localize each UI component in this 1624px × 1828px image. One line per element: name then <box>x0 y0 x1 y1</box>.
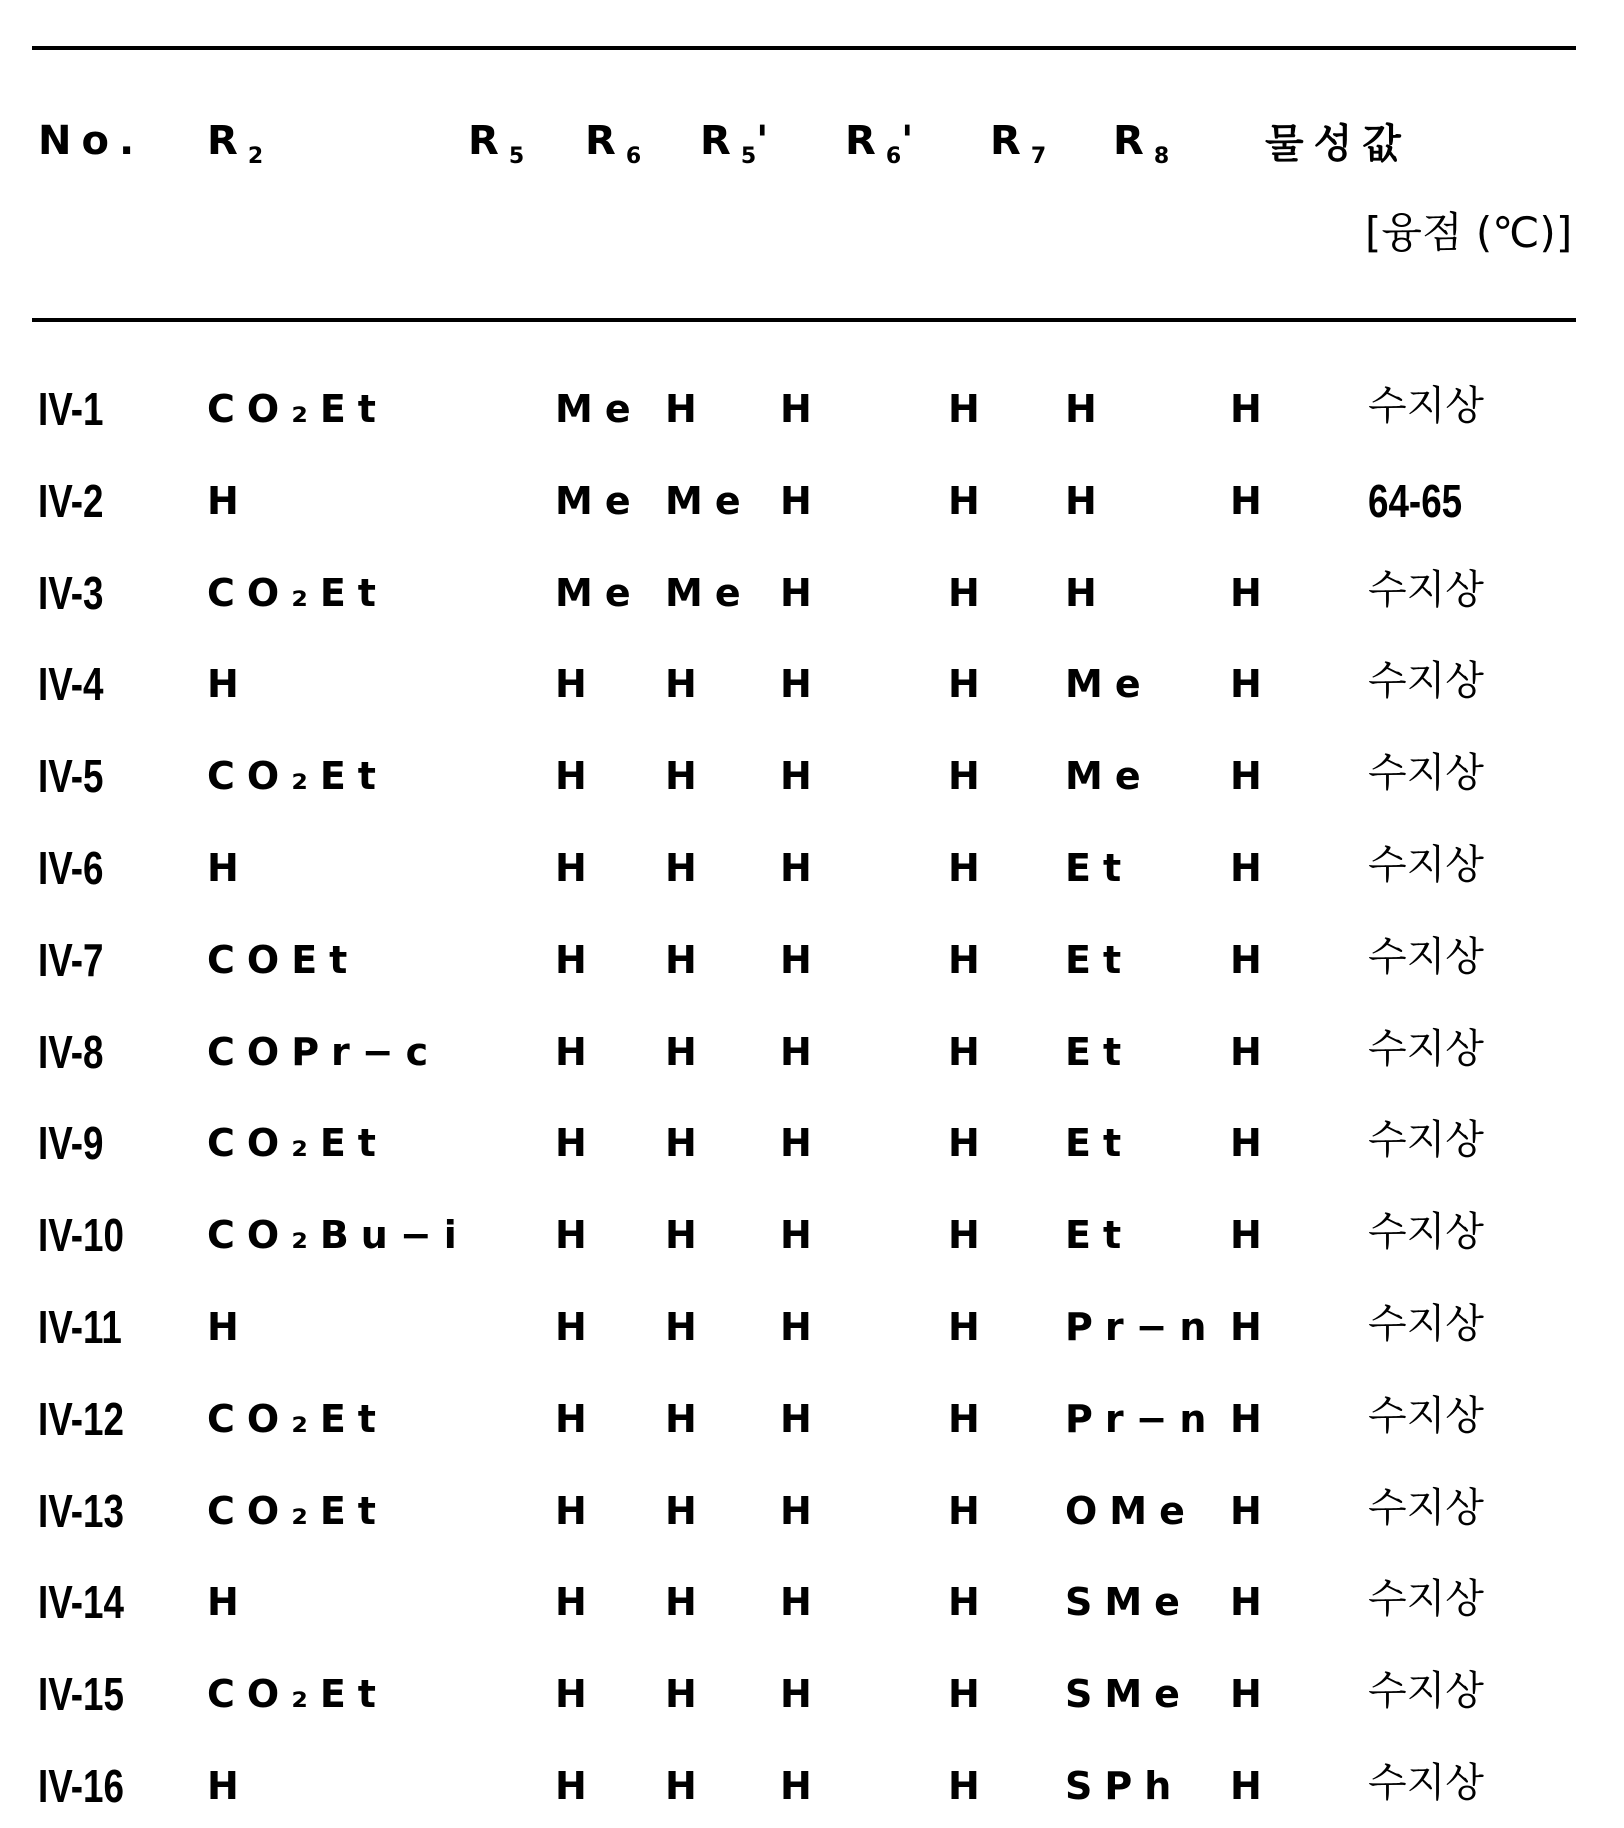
header-r8: R8 <box>1113 118 1169 169</box>
cell-r8: H <box>1230 1308 1274 1346</box>
cell-r5: H <box>555 1492 599 1530</box>
cell-r6-prime: H <box>948 574 992 612</box>
cell-r6: H <box>665 849 709 887</box>
cell-r5-prime: H <box>780 1033 824 1071</box>
cell-property: 수지상 <box>1368 937 1484 977</box>
cell-r5: Me <box>555 574 643 612</box>
cell-r5-prime: H <box>780 1492 824 1530</box>
cell-r7: Me <box>1065 665 1153 703</box>
cell-r5: H <box>555 849 599 887</box>
cell-r6: H <box>665 390 709 428</box>
cell-r6-prime: H <box>948 665 992 703</box>
cell-r7: H <box>1065 482 1109 520</box>
cell-r6-prime: H <box>948 390 992 428</box>
cell-r6: H <box>665 941 709 979</box>
cell-r7: H <box>1065 390 1109 428</box>
cell-property: 수지상 <box>1368 845 1484 885</box>
cell-r2: CO₂Et <box>207 1124 388 1162</box>
cell-r7: Et <box>1065 849 1133 887</box>
cell-r7: SPh <box>1065 1767 1183 1805</box>
cell-r5-prime: H <box>780 1675 824 1713</box>
cell-r5-prime: H <box>780 757 824 795</box>
cell-r6-prime: H <box>948 941 992 979</box>
header-r5: R5 <box>468 118 524 169</box>
cell-r6-prime: H <box>948 1124 992 1162</box>
cell-r5: H <box>555 665 599 703</box>
cell-r5: H <box>555 941 599 979</box>
cell-property: 수지상 <box>1368 570 1484 610</box>
cell-r2: H <box>207 482 251 520</box>
cell-r6: H <box>665 1675 709 1713</box>
cell-r2: H <box>207 849 251 887</box>
cell-r5: H <box>555 1583 599 1621</box>
cell-r7: SMe <box>1065 1675 1192 1713</box>
cell-r6-prime: H <box>948 1767 992 1805</box>
cell-property: 수지상 <box>1368 386 1484 426</box>
cell-r5: H <box>555 1033 599 1071</box>
cell-r7: Pr−n <box>1065 1400 1218 1438</box>
header-no: No. <box>38 118 144 164</box>
cell-r5-prime: H <box>780 1216 824 1254</box>
cell-r2: H <box>207 1308 251 1346</box>
cell-r6-prime: H <box>948 849 992 887</box>
cell-r2: H <box>207 1583 251 1621</box>
cell-r5-prime: H <box>780 1767 824 1805</box>
cell-property: 64-65 <box>1368 478 1462 524</box>
cell-compound-no: IV-7 <box>38 937 103 983</box>
cell-r6-prime: H <box>948 1308 992 1346</box>
header-rule <box>32 318 1576 322</box>
cell-r5-prime: H <box>780 390 824 428</box>
cell-r6: H <box>665 1583 709 1621</box>
cell-property: 수지상 <box>1368 1212 1484 1252</box>
cell-r5-prime: H <box>780 482 824 520</box>
cell-r8: H <box>1230 574 1274 612</box>
cell-r8: H <box>1230 1675 1274 1713</box>
cell-r8: H <box>1230 1767 1274 1805</box>
cell-r6-prime: H <box>948 1033 992 1071</box>
header-property: 물성값 <box>1265 112 1411 169</box>
cell-r6: H <box>665 1216 709 1254</box>
cell-r6-prime: H <box>948 482 992 520</box>
cell-r8: H <box>1230 849 1274 887</box>
cell-r5: H <box>555 1675 599 1713</box>
header-r2: R2 <box>207 118 263 169</box>
cell-r5: H <box>555 1124 599 1162</box>
cell-r5-prime: H <box>780 849 824 887</box>
cell-compound-no: IV-13 <box>38 1488 124 1534</box>
cell-r8: H <box>1230 390 1274 428</box>
cell-r5: Me <box>555 390 643 428</box>
cell-r8: H <box>1230 941 1274 979</box>
top-rule <box>32 46 1576 50</box>
cell-property: 수지상 <box>1368 1029 1484 1069</box>
cell-r2: CO₂Et <box>207 1400 388 1438</box>
cell-property: 수지상 <box>1368 1671 1484 1711</box>
cell-r6: H <box>665 1492 709 1530</box>
cell-r2: COEt <box>207 941 359 979</box>
cell-property: 수지상 <box>1368 1304 1484 1344</box>
cell-property: 수지상 <box>1368 661 1484 701</box>
header-r7: R7 <box>990 118 1046 169</box>
cell-r6-prime: H <box>948 1675 992 1713</box>
header-r6-prime: R6' <box>845 118 923 169</box>
cell-r8: H <box>1230 1124 1274 1162</box>
cell-r5-prime: H <box>780 1308 824 1346</box>
cell-r6: Me <box>665 574 753 612</box>
cell-r2: H <box>207 665 251 703</box>
cell-property: 수지상 <box>1368 1763 1484 1803</box>
cell-r7: SMe <box>1065 1583 1192 1621</box>
cell-r6-prime: H <box>948 1492 992 1530</box>
cell-r6: H <box>665 1308 709 1346</box>
cell-r5-prime: H <box>780 1400 824 1438</box>
cell-r2: CO₂Et <box>207 757 388 795</box>
cell-compound-no: IV-11 <box>38 1304 122 1350</box>
cell-compound-no: IV-4 <box>38 661 103 707</box>
cell-r5: H <box>555 1216 599 1254</box>
cell-r7: Et <box>1065 1033 1133 1071</box>
cell-compound-no: IV-16 <box>38 1763 124 1809</box>
cell-property: 수지상 <box>1368 1579 1484 1619</box>
cell-compound-no: IV-9 <box>38 1120 103 1166</box>
cell-r5-prime: H <box>780 941 824 979</box>
cell-property: 수지상 <box>1368 1488 1484 1528</box>
cell-compound-no: IV-15 <box>38 1671 124 1717</box>
cell-r6-prime: H <box>948 1583 992 1621</box>
cell-r7: H <box>1065 574 1109 612</box>
cell-r2: CO₂Bu−i <box>207 1216 469 1254</box>
cell-r8: H <box>1230 1583 1274 1621</box>
cell-compound-no: IV-12 <box>38 1396 124 1442</box>
cell-r6: H <box>665 1767 709 1805</box>
cell-r5-prime: H <box>780 1124 824 1162</box>
cell-property: 수지상 <box>1368 1120 1484 1160</box>
cell-compound-no: IV-14 <box>38 1579 124 1625</box>
cell-r2: CO₂Et <box>207 1492 388 1530</box>
cell-r6-prime: H <box>948 1400 992 1438</box>
cell-r2: COPr−c <box>207 1033 440 1071</box>
cell-r6: H <box>665 1033 709 1071</box>
cell-r8: H <box>1230 1400 1274 1438</box>
cell-compound-no: IV-8 <box>38 1029 103 1075</box>
cell-r7: Pr−n <box>1065 1308 1218 1346</box>
cell-r6: H <box>665 1400 709 1438</box>
cell-property: 수지상 <box>1368 753 1484 793</box>
cell-r8: H <box>1230 665 1274 703</box>
cell-compound-no: IV-3 <box>38 570 103 616</box>
cell-r6: H <box>665 665 709 703</box>
cell-compound-no: IV-1 <box>38 386 103 432</box>
cell-r2: CO₂Et <box>207 574 388 612</box>
cell-r8: H <box>1230 1033 1274 1071</box>
cell-r7: OMe <box>1065 1492 1197 1530</box>
cell-r5: H <box>555 1308 599 1346</box>
header-r6: R6 <box>585 118 641 169</box>
cell-r8: H <box>1230 482 1274 520</box>
cell-r6: H <box>665 757 709 795</box>
cell-r5: Me <box>555 482 643 520</box>
cell-r2: CO₂Et <box>207 390 388 428</box>
cell-compound-no: IV-6 <box>38 845 103 891</box>
cell-r8: H <box>1230 1492 1274 1530</box>
cell-property: 수지상 <box>1368 1396 1484 1436</box>
cell-r7: Et <box>1065 1124 1133 1162</box>
cell-r2: CO₂Et <box>207 1675 388 1713</box>
cell-r6: Me <box>665 482 753 520</box>
cell-r5: H <box>555 1400 599 1438</box>
cell-r5-prime: H <box>780 665 824 703</box>
cell-r8: H <box>1230 1216 1274 1254</box>
cell-r7: Et <box>1065 1216 1133 1254</box>
cell-r8: H <box>1230 757 1274 795</box>
cell-r5: H <box>555 757 599 795</box>
cell-r6-prime: H <box>948 757 992 795</box>
cell-r2: H <box>207 1767 251 1805</box>
cell-r7: Et <box>1065 941 1133 979</box>
cell-r5: H <box>555 1767 599 1805</box>
cell-r6-prime: H <box>948 1216 992 1254</box>
cell-r7: Me <box>1065 757 1153 795</box>
cell-compound-no: IV-10 <box>38 1212 124 1258</box>
cell-compound-no: IV-2 <box>38 478 103 524</box>
header-unit: [융점 (℃)] <box>1365 200 1572 260</box>
cell-r5-prime: H <box>780 574 824 612</box>
cell-r5-prime: H <box>780 1583 824 1621</box>
header-r5-prime: R5' <box>700 118 778 169</box>
cell-r6: H <box>665 1124 709 1162</box>
cell-compound-no: IV-5 <box>38 753 103 799</box>
